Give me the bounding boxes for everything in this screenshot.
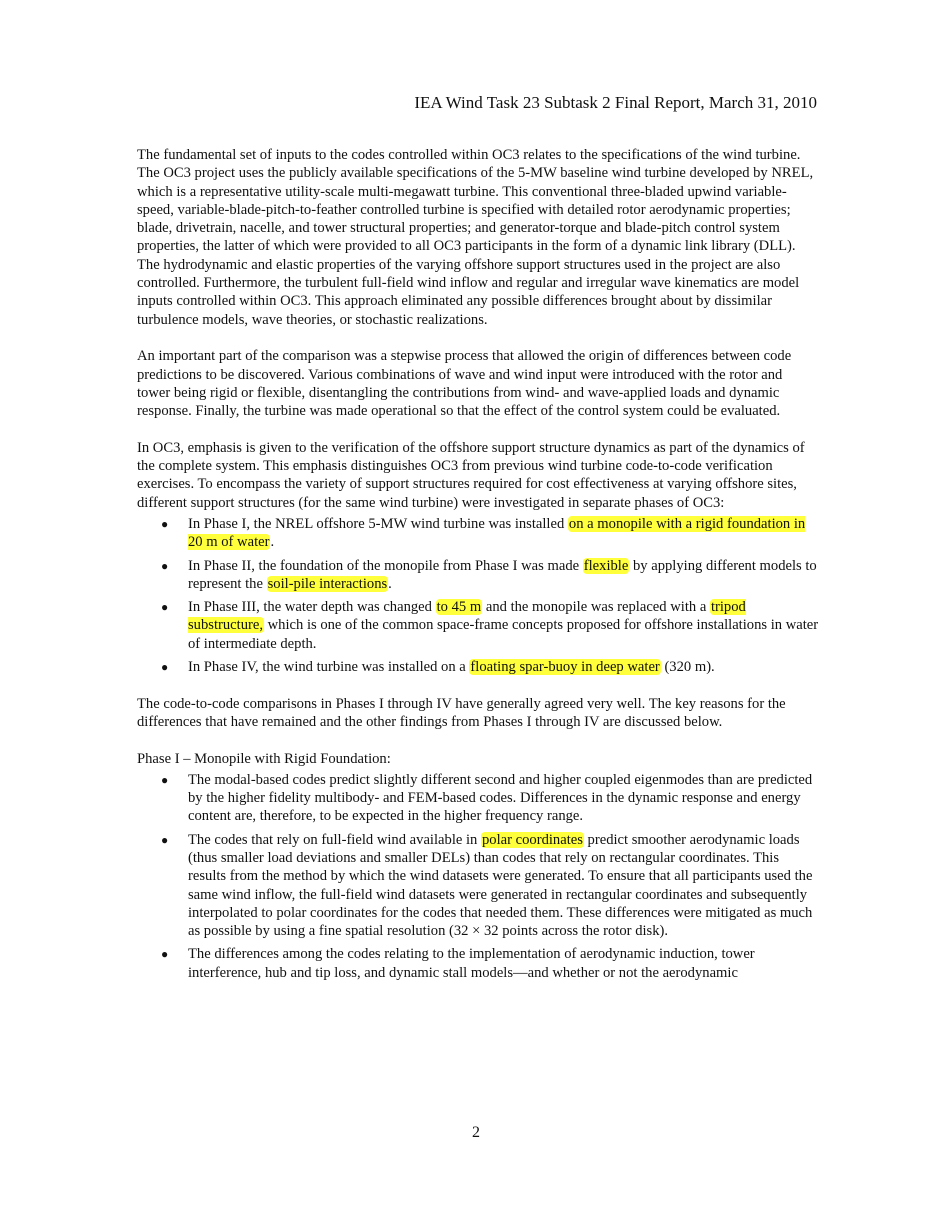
paragraph-stepwise-process: An important part of the comparison was a stepwise process that allowed the origin of differences between code predictions to be discovered. Various combinations of wave and wind input were introduced with the rotor and tower being rigid or flexible, disentangling the contributions from wind- and wave-applied loads and dynamic response. Finally, the turbine was made operational so that the effect of the control system could be evaluated. xyxy=(137,348,792,420)
list-item-aerodynamic-models: ● The differences among the codes relating to the implementation of aerodynamic induction, tower interference, hub and tip loss, and dynamic stall models—and whether or not the aerodynamic xyxy=(161,946,755,981)
phase-1-findings-list xyxy=(137,771,819,982)
bullet-icon: ● xyxy=(161,600,169,615)
paragraph-comparisons: The code-to-code comparisons in Phases I through IV have generally agreed very well. The key reasons for the differences that have remained and the other findings from Phases I through IV are discussed below. xyxy=(137,695,786,730)
paragraph-emphasis: In OC3, emphasis is given to the verification of the offshore support structure dynamics as part of the dynamics of the complete system. This emphasis distinguishes OC3 from previous wind turbine code-to-code verification exercises. To encompass the variety of support structures required for cost effectiveness at varying offshore sites, different support structures (for the same wind turbine) were investigated in separate phases of OC3: xyxy=(137,439,805,511)
page-number: 2 xyxy=(472,1124,480,1141)
paragraph-inputs: The fundamental set of inputs to the codes controlled within OC3 relates to the specifications of the wind turbine. The OC3 project uses the publicly available specifications of the 5-MW baseline wind turbine developed by NREL, which is a representative utility-scale multi-megawatt turbine. This conventional three-bladed upwind variable-speed, variable-blade-pitch-to-feather controlled turbine is specified with detailed rotor aerodynamic properties; blade, drivetrain, nacelle, and tower structural properties; and generator-torque and blade-pitch control system properties, the latter of which were provided to all OC3 participants in the form of a dynamic link library (DLL). The hydrodynamic and elastic properties of the varying offshore support structures used in the project are also controlled. Furthermore, the turbulent full-field wind inflow and regular and irregular wave kinematics are model inputs controlled within OC3. This approach eliminated any possible differences brought about by dissimilar turbulence models, wave theories, or stochastic realizations. xyxy=(137,147,814,328)
list-item-polar-coordinates: ● The codes that rely on full-field wind available in polar coordinates predict smoother aerodynamic loads (thus smaller load deviations and smaller DELs) than codes that rely on rectangular coordinates. This results from the method by which the wind datasets were generated. To ensure that all participants used the same wind inflow, the full-field wind datasets were generated in rectangular coordinates and subsequently interpolated to polar coordinates for the codes that needed them. These differences were mitigated as much as possible by using a fine spatial resolution (32 × 32 points across the rotor disk). xyxy=(161,831,813,940)
bullet-icon: ● xyxy=(161,516,169,531)
highlight: soil-pile interactions xyxy=(267,575,388,592)
list-item-phase-3: ● In Phase III, the water depth was changed to 45 m and the monopile was replaced with a tripod substructure, which is one of the common space-frame concepts proposed for offshore installations in water of intermediate depth. xyxy=(161,599,819,652)
bullet-icon: ● xyxy=(161,660,169,675)
list-item-modal-codes: ● The modal-based codes predict slightly different second and higher coupled eigenmodes than are predicted by the higher fidelity multibody- and FEM-based codes. Differences in the dynamic response and energy content are, therefore, to be expected in the higher frequency range. xyxy=(161,771,813,825)
section-heading-phase-1: Phase I – Monopile with Rigid Foundation: xyxy=(137,750,391,767)
phase-list xyxy=(137,515,819,676)
bullet-icon: ● xyxy=(161,558,169,573)
highlight: on a monopile with a rigid foundation in 20 m of water xyxy=(188,515,806,551)
body-text xyxy=(137,146,819,1000)
highlight: tripod substructure, xyxy=(188,599,746,634)
running-header: IEA Wind Task 23 Subtask 2 Final Report, March 31, 2010 xyxy=(414,93,817,112)
bullet-icon: ● xyxy=(161,832,169,847)
bullet-icon: ● xyxy=(161,947,169,962)
bullet-icon: ● xyxy=(161,772,169,787)
highlight: flexible xyxy=(583,557,629,574)
list-item-phase-4: ● In Phase IV, the wind turbine was installed on a floating spar-buoy in deep water (320 m). xyxy=(161,659,715,676)
highlight: floating spar-buoy in deep water xyxy=(470,659,660,676)
highlight: polar coordinates xyxy=(482,831,583,848)
list-item-phase-1: ● In Phase I, the NREL offshore 5-MW wind turbine was installed on a monopile with a rigid foundation in 20 m of water. xyxy=(161,515,806,551)
highlight: to 45 m xyxy=(436,599,482,616)
list-item-phase-2: ● In Phase II, the foundation of the monopile from Phase I was made flexible by applying different models to represent the soil-pile interactions. xyxy=(161,557,817,592)
